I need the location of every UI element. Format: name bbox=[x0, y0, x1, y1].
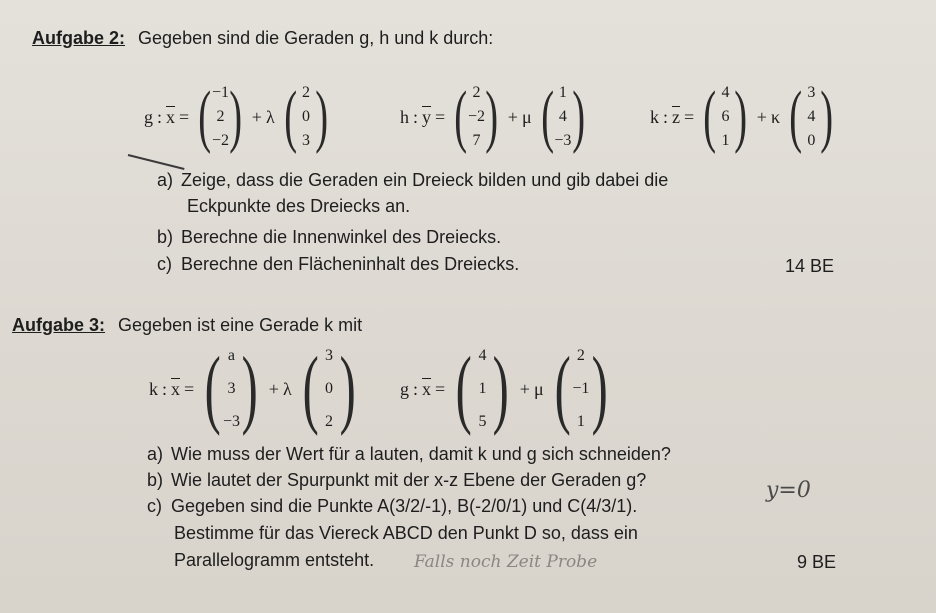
task2-line-g: g : $\overline{x}$ = ( −1 2 −2 ) + λ ( 2 0 3 ) bbox=[142, 82, 335, 152]
param: κ bbox=[770, 106, 781, 127]
task3-item-c-cont2 bbox=[174, 550, 374, 571]
line-var: $\overline{y}$ bbox=[422, 106, 432, 127]
task2-item-a-cont bbox=[187, 196, 410, 217]
handwriting-y-zero: y=0 bbox=[766, 478, 811, 503]
param: μ bbox=[521, 106, 532, 127]
line-name: g bbox=[400, 378, 409, 399]
direction-vector: ( 3 4 0 ) bbox=[789, 78, 834, 155]
vector-entry: 1 bbox=[721, 132, 730, 149]
item-mark: b) bbox=[157, 227, 174, 247]
vector-entry: 2 bbox=[216, 108, 225, 125]
line-var: $\overline{z}$ bbox=[672, 106, 681, 127]
task2-points: 14 BE bbox=[785, 256, 835, 276]
task3-item-c bbox=[147, 496, 637, 517]
vector-entry: −1 bbox=[211, 84, 229, 101]
item-text: Eckpunkte des Dreiecks an. bbox=[187, 196, 411, 216]
task2-line-k: k : $\overline{z}$ = ( 4 6 1 ) + κ ( 3 4 0 ) bbox=[648, 82, 841, 152]
item-text: Parallelogramm entsteht. bbox=[174, 550, 375, 570]
vector-entry: 1 bbox=[576, 413, 585, 430]
vector-entry: 3 bbox=[227, 380, 236, 397]
task3-title bbox=[12, 315, 362, 336]
param: λ bbox=[282, 378, 292, 399]
vector-entry: 4 bbox=[558, 108, 567, 125]
item-text: Gegeben sind die Punkte A(3/2/-1), B(-2/0/1) und C(4/3/1). bbox=[171, 496, 638, 516]
item-mark: c) bbox=[147, 496, 162, 516]
line-name: k bbox=[149, 378, 158, 399]
line-name: k bbox=[650, 106, 659, 127]
vector-entry: −3 bbox=[554, 132, 572, 149]
support-vector: ( 4 1 5 ) bbox=[455, 340, 510, 437]
param: μ bbox=[533, 378, 544, 399]
task3-points: 9 BE bbox=[797, 552, 837, 572]
vector-entry: 2 bbox=[325, 413, 333, 430]
line-name: g bbox=[144, 106, 153, 127]
item-text: Wie lautet der Spurpunkt mit der x-z Ebene der Geraden g? bbox=[171, 470, 647, 490]
vector-entry: 6 bbox=[721, 108, 730, 125]
vector-entry: 0 bbox=[807, 132, 816, 149]
vector-entry: 1 bbox=[478, 380, 487, 397]
task3-item-c-cont1 bbox=[174, 523, 638, 544]
vector-entry: −3 bbox=[222, 413, 240, 430]
vector-entry: 2 bbox=[576, 347, 585, 364]
vector-entry: 3 bbox=[302, 132, 310, 149]
vector-entry: 2 bbox=[302, 84, 310, 101]
vector-entry: 4 bbox=[807, 108, 816, 125]
task2-intro: Gegeben sind die Geraden g, h und k durch: bbox=[138, 28, 494, 48]
task3-item-b bbox=[147, 470, 646, 491]
task3-line-g: g : $\overline{x}$ = ( 4 1 5 ) + μ ( 2 −1 1 ) bbox=[398, 345, 616, 433]
task2-item-a bbox=[157, 170, 668, 191]
item-mark: c) bbox=[157, 254, 172, 274]
task2-item-b bbox=[157, 227, 501, 248]
item-text: Berechne die Innenwinkel des Dreiecks. bbox=[181, 227, 502, 247]
item-text: Berechne den Flächeninhalt des Dreiecks. bbox=[181, 254, 520, 274]
vector-entry: 0 bbox=[302, 108, 310, 125]
handwriting-note: Falls noch Zeit Probe bbox=[414, 552, 598, 572]
support-vector: ( 4 6 1 ) bbox=[703, 78, 748, 155]
support-vector: ( a 3 −3 ) bbox=[204, 340, 259, 437]
line-var: $\overline{x}$ bbox=[422, 378, 432, 399]
vector-entry: 2 bbox=[472, 84, 481, 101]
vector-entry: 3 bbox=[325, 347, 333, 364]
item-text: Zeige, dass die Geraden ein Dreieck bilden und gib dabei die bbox=[181, 170, 669, 190]
line-var: $\overline{x}$ bbox=[166, 106, 176, 127]
task3-item-a bbox=[147, 444, 671, 465]
vector-entry: 1 bbox=[558, 84, 567, 101]
line-name: h bbox=[400, 106, 409, 127]
task2-line-h: h : $\overline{y}$ = ( 2 −2 7 ) + μ ( 1 4 −3 ) bbox=[398, 82, 592, 152]
task3-intro: Gegeben ist eine Gerade k mit bbox=[118, 315, 363, 335]
task3-line-k: k : $\overline{x}$ = ( a 3 −3 ) + λ ( 3 0 2 ) bbox=[147, 345, 364, 433]
param: λ bbox=[265, 106, 275, 127]
vector-entry: −2 bbox=[467, 108, 485, 125]
vector-entry: 4 bbox=[478, 347, 487, 364]
task2-item-c bbox=[157, 254, 519, 275]
item-mark: a) bbox=[147, 444, 164, 464]
direction-vector: ( 2 −1 1 ) bbox=[554, 340, 608, 437]
direction-vector: ( 3 0 2 ) bbox=[302, 340, 356, 437]
vector-entry: 4 bbox=[721, 84, 730, 101]
vector-entry: 5 bbox=[478, 413, 487, 430]
support-vector: ( 2 −2 7 ) bbox=[454, 78, 499, 155]
task3-label: Aufgabe 3: bbox=[12, 315, 106, 335]
vector-entry: 3 bbox=[807, 84, 816, 101]
item-mark: b) bbox=[147, 470, 164, 490]
pencil-stroke bbox=[128, 154, 185, 170]
vector-entry: 0 bbox=[325, 380, 333, 397]
vector-entry: −1 bbox=[572, 380, 590, 397]
task2-label: Aufgabe 2: bbox=[32, 28, 126, 48]
item-text: Wie muss der Wert für a lauten, damit k und g sich schneiden? bbox=[171, 444, 671, 464]
item-text: Bestimme für das Viereck ABCD den Punkt D so, dass ein bbox=[174, 523, 638, 543]
vector-entry: a bbox=[227, 347, 236, 364]
item-mark: a) bbox=[157, 170, 174, 190]
direction-vector: ( 2 0 3 ) bbox=[283, 78, 329, 155]
vector-entry: −2 bbox=[211, 132, 229, 149]
vector-entry: 7 bbox=[472, 132, 481, 149]
support-vector: ( −1 2 −2 ) bbox=[198, 78, 243, 155]
direction-vector: ( 1 4 −3 ) bbox=[540, 78, 585, 155]
task2-title bbox=[32, 28, 493, 49]
line-var: $\overline{x}$ bbox=[171, 378, 181, 399]
